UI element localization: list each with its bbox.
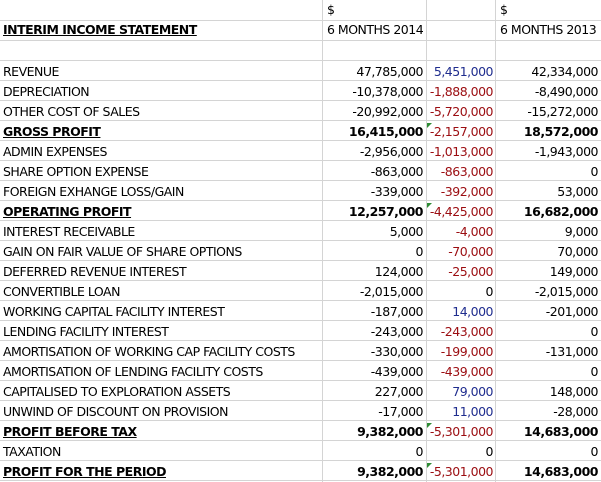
value-2013[interactable]: 53,000 — [557, 184, 598, 199]
line-item-label[interactable]: AMORTISATION OF LENDING FACILITY COSTS — [3, 364, 263, 379]
period-header-2013[interactable]: 6 MONTHS 2013 — [500, 22, 597, 37]
value-2013[interactable]: 42,334,000 — [531, 64, 598, 79]
value-2013[interactable]: 0 — [590, 164, 598, 179]
value-change[interactable]: 79,000 — [452, 384, 493, 399]
value-2014[interactable]: 9,382,000 — [357, 464, 423, 479]
cell[interactable] — [426, 0, 495, 20]
value-2014[interactable]: -243,000 — [370, 324, 423, 339]
row-divider — [0, 60, 601, 61]
table-row — [0, 322, 601, 342]
line-item-label[interactable]: ADMIN EXPENSES — [3, 144, 107, 159]
table-row — [0, 442, 601, 462]
currency-row — [0, 0, 601, 20]
value-2013[interactable]: -131,000 — [545, 344, 598, 359]
value-2014[interactable]: 47,785,000 — [356, 64, 423, 79]
table-row — [0, 222, 601, 242]
line-item-label[interactable]: GAIN ON FAIR VALUE OF SHARE OPTIONS — [3, 244, 242, 259]
value-2014[interactable]: -20,992,000 — [352, 104, 423, 119]
value-change[interactable]: 14,000 — [452, 304, 493, 319]
table-row — [0, 162, 601, 182]
value-2013[interactable]: 70,000 — [557, 244, 598, 259]
value-2013[interactable]: 16,682,000 — [523, 204, 598, 219]
value-2014[interactable]: -2,956,000 — [359, 144, 423, 159]
value-2014[interactable]: 227,000 — [374, 384, 423, 399]
value-change[interactable]: -1,013,000 — [429, 144, 493, 159]
value-2013[interactable]: 149,000 — [549, 264, 598, 279]
line-item-label[interactable]: TAXATION — [3, 444, 61, 459]
value-change[interactable]: -243,000 — [440, 324, 493, 339]
value-2014[interactable]: 9,382,000 — [357, 424, 423, 439]
value-change[interactable]: -5,301,000 — [429, 424, 493, 439]
value-2014[interactable]: -863,000 — [370, 164, 423, 179]
value-2013[interactable]: -2,015,000 — [534, 284, 598, 299]
value-2014[interactable]: -17,000 — [378, 404, 423, 419]
statement-title[interactable]: INTERIM INCOME STATEMENT — [3, 22, 197, 37]
line-item-label[interactable]: DEFERRED REVENUE INTEREST — [3, 264, 187, 279]
value-2013[interactable]: -1,943,000 — [534, 144, 598, 159]
value-change[interactable]: -863,000 — [440, 164, 493, 179]
line-item-label[interactable]: LENDING FACILITY INTEREST — [3, 324, 169, 339]
value-2013[interactable]: 9,000 — [564, 224, 598, 239]
table-row — [0, 102, 601, 122]
currency-symbol-2013[interactable]: $ — [500, 2, 508, 17]
value-change[interactable]: -2,157,000 — [429, 124, 493, 139]
value-change[interactable]: 5,451,000 — [433, 64, 493, 79]
value-2014[interactable]: -187,000 — [370, 304, 423, 319]
table-row — [0, 202, 601, 222]
error-indicator-icon — [427, 123, 432, 128]
value-change[interactable]: -1,888,000 — [429, 84, 493, 99]
cell[interactable] — [0, 0, 322, 20]
value-change[interactable]: 0 — [485, 284, 493, 299]
error-indicator-icon — [427, 203, 432, 208]
table-row — [0, 82, 601, 102]
table-row — [0, 62, 601, 82]
value-change[interactable]: 11,000 — [452, 404, 493, 419]
value-2013[interactable]: -15,272,000 — [527, 104, 598, 119]
value-2013[interactable]: 14,683,000 — [523, 424, 598, 439]
cell[interactable] — [495, 40, 601, 60]
blank-row — [0, 40, 601, 60]
table-row — [0, 262, 601, 282]
table-row — [0, 402, 601, 422]
table-row — [0, 282, 601, 302]
cell[interactable] — [322, 40, 426, 60]
line-item-label[interactable]: PROFIT FOR THE PERIOD — [3, 464, 166, 479]
table-row — [0, 342, 601, 362]
value-2013[interactable]: -28,000 — [553, 404, 598, 419]
line-item-label[interactable]: CAPITALISED TO EXPLORATION ASSETS — [3, 384, 231, 399]
table-row — [0, 122, 601, 142]
error-indicator-icon — [427, 423, 432, 428]
value-2014[interactable]: 16,415,000 — [348, 124, 423, 139]
value-2014[interactable]: 0 — [415, 444, 423, 459]
line-item-label[interactable]: UNWIND OF DISCOUNT ON PROVISION — [3, 404, 228, 419]
value-2014[interactable]: -330,000 — [370, 344, 423, 359]
line-item-label[interactable]: SHARE OPTION EXPENSE — [3, 164, 149, 179]
value-2014[interactable]: 5,000 — [389, 224, 423, 239]
value-change[interactable]: -4,425,000 — [429, 204, 493, 219]
value-change[interactable]: -70,000 — [448, 244, 493, 259]
table-row — [0, 182, 601, 202]
value-change[interactable]: -392,000 — [440, 184, 493, 199]
line-item-label[interactable]: AMORTISATION OF WORKING CAP FACILITY COSTS — [3, 344, 295, 359]
line-item-label[interactable]: CONVERTIBLE LOAN — [3, 284, 120, 299]
line-item-label[interactable]: OTHER COST OF SALES — [3, 104, 140, 119]
table-row — [0, 362, 601, 382]
line-item-label[interactable]: REVENUE — [3, 64, 59, 79]
table-row — [0, 382, 601, 402]
cell[interactable] — [0, 40, 322, 60]
value-2013[interactable]: 0 — [590, 444, 598, 459]
value-change[interactable]: -199,000 — [440, 344, 493, 359]
value-2013[interactable]: 18,572,000 — [523, 124, 598, 139]
value-2013[interactable]: 0 — [590, 324, 598, 339]
line-item-label[interactable]: GROSS PROFIT — [3, 124, 101, 139]
value-2013[interactable]: 148,000 — [549, 384, 598, 399]
table-row — [0, 242, 601, 262]
line-item-label[interactable]: FOREIGN EXHANGE LOSS/GAIN — [3, 184, 184, 199]
line-item-label[interactable]: WORKING CAPITAL FACILITY INTEREST — [3, 304, 225, 319]
value-2014[interactable]: -10,378,000 — [352, 84, 423, 99]
value-change[interactable]: -5,720,000 — [429, 104, 493, 119]
value-2014[interactable]: -2,015,000 — [359, 284, 423, 299]
value-2013[interactable]: -201,000 — [545, 304, 598, 319]
value-change[interactable]: 0 — [485, 444, 493, 459]
cell[interactable] — [426, 40, 495, 60]
period-header-2014[interactable]: 6 MONTHS 2014 — [327, 22, 424, 37]
value-change[interactable]: -25,000 — [448, 264, 493, 279]
line-item-label[interactable]: INTEREST RECEIVABLE — [3, 224, 135, 239]
value-2014[interactable]: -339,000 — [370, 184, 423, 199]
value-2013[interactable]: 14,683,000 — [523, 464, 598, 479]
value-2014[interactable]: 0 — [415, 244, 423, 259]
value-2013[interactable]: -8,490,000 — [534, 84, 598, 99]
header-row — [0, 20, 601, 40]
line-item-label[interactable]: OPERATING PROFIT — [3, 204, 132, 219]
table-row — [0, 422, 601, 442]
value-2014[interactable]: -439,000 — [370, 364, 423, 379]
line-item-label[interactable]: DEPRECIATION — [3, 84, 90, 99]
value-change[interactable]: -439,000 — [440, 364, 493, 379]
value-2013[interactable]: 0 — [590, 364, 598, 379]
currency-symbol-2014[interactable]: $ — [327, 2, 335, 17]
value-change[interactable]: -5,301,000 — [429, 464, 493, 479]
value-2014[interactable]: 12,257,000 — [348, 204, 423, 219]
table-row — [0, 142, 601, 162]
value-change[interactable]: -4,000 — [455, 224, 493, 239]
cell[interactable] — [426, 20, 495, 40]
error-indicator-icon — [427, 463, 432, 468]
value-2014[interactable]: 124,000 — [374, 264, 423, 279]
table-row — [0, 302, 601, 322]
line-item-label[interactable]: PROFIT BEFORE TAX — [3, 424, 137, 439]
table-row — [0, 462, 601, 482]
